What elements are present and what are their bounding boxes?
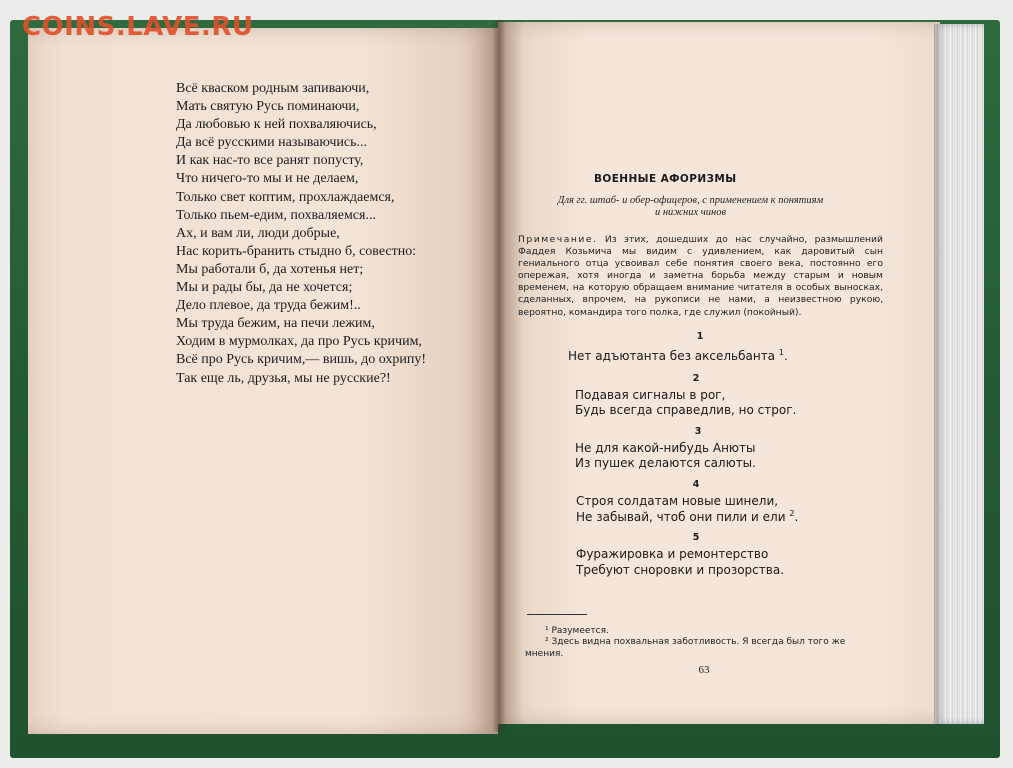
subtitle-line: Для гг. штаб- и обер-офицеров, с применением к понятиям [557, 195, 824, 206]
right-page [498, 22, 940, 724]
poem-line: Ходим в мурмолках, да про Русь кричим, [176, 334, 422, 350]
aphorism-number: 3 [694, 426, 702, 437]
poem-line: Да любовью к ней похваляючись, [176, 117, 377, 133]
aphorism-line: Фуражировка и ремонтерство [576, 547, 769, 561]
poem-line: Нас корить-бранить стыдно б, совестно: [176, 243, 417, 259]
poem-block [176, 80, 476, 388]
aphorism-number: 2 [692, 373, 700, 384]
poem-line: Всё кваском родным запиваючи, [176, 81, 370, 96]
aphorism-number: 4 [692, 479, 700, 490]
footnote: ² Здесь видна похвальная заботливость. Я всегда был того же [545, 637, 846, 647]
chapter-subtitle [528, 195, 853, 219]
aphorism-line: Из пушек делаются салюты. [575, 456, 756, 470]
aphorism-line: Будь всегда справедлив, но строг. [575, 403, 797, 417]
poem-line: Мы труда бежим, на печи лежим, [176, 316, 375, 332]
aphorism-number: 1 [696, 331, 704, 342]
note-text: Из этих, дошедших до нас случайно, размышлений Фаддея Козьмича мы видим с удивлением, как даровитый сын гениального отца усвоивал себе понятия своего века, постоянно его опережая, хотя иногда и заметна борьба между старым и новым временем, на которую обращаем внимание читателя в особых выносках, сделанных, впрочем, на рукописи не нами, а неизвестною рукою, вероятно, командира того полка, где служил (покойный). [518, 234, 884, 318]
poem-line: Только пьем-едим, похваляемся... [176, 207, 376, 223]
watermark: COINS.LAVE.RU [22, 12, 254, 42]
aphorism-line: Не забывай, чтоб они пили и ели $^2$. [576, 509, 799, 524]
page-edges [934, 24, 984, 724]
aphorism-line: Нет адъютанта без аксельбанта $^1$. [568, 348, 788, 363]
footnote-ref: 2 [789, 509, 795, 518]
book-gutter [492, 20, 506, 732]
poem-line: Да всё русскими называючись... [176, 135, 367, 151]
footnote: ¹ Разумеется. [545, 626, 609, 636]
chapter-title: ВОЕННЫЕ АФОРИЗМЫ [594, 173, 737, 185]
poem-line: Всё про Русь кричим,— вишь, до охрипу! [176, 352, 427, 368]
poem-line: Мы и рады бы, да не хочется; [176, 280, 353, 296]
poem-line: Что ничего-то мы и не делаем, [176, 171, 359, 187]
aphorism-line: Подавая сигналы в рог, [575, 388, 726, 402]
footnote-rule [527, 614, 587, 615]
aphorism-number: 5 [692, 532, 700, 543]
editor-note [518, 234, 883, 319]
poem-line: Ах, и вам ли, люди добрые, [176, 225, 340, 241]
poem-line: Мать святую Русь поминаючи, [176, 99, 360, 115]
aphorism-line: Требуют сноровки и прозорства. [576, 563, 785, 577]
page-number: 63 [698, 664, 710, 676]
poem-line: И как нас-то все ранят попусту, [176, 153, 364, 169]
poem-line: Мы работали б, да хотенья нет; [176, 261, 364, 277]
footnote-ref: 1 [778, 348, 784, 357]
aphorism-line: Не для какой-нибудь Анюты [575, 441, 756, 455]
poem-line: Так еще ль, друзья, мы не русские?! [176, 370, 391, 386]
aphorism-line: Строя солдатам новые шинели, [576, 494, 779, 508]
note-label: Примечание. [518, 234, 598, 245]
poem-line: Только свет коптим, прохлаждаемся, [176, 189, 395, 205]
subtitle-line: и нижних чинов [654, 207, 727, 218]
poem-line: Дело плевое, да труда бежим!.. [176, 298, 361, 314]
footnote: мнения. [525, 649, 564, 659]
